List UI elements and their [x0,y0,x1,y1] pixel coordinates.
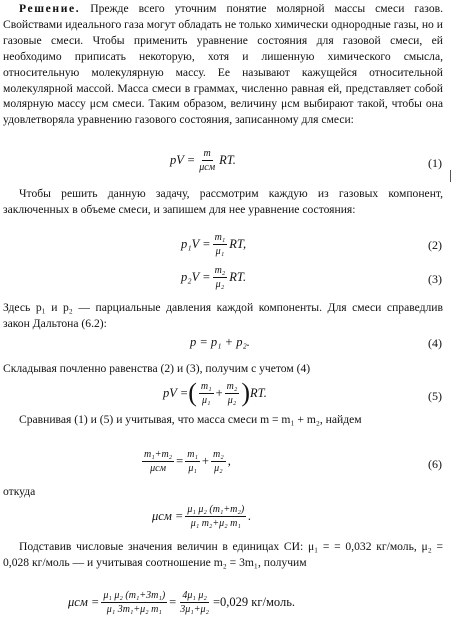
solution-body: Прежде всего уточним понятие молярной массы смеси газов. Свойствами идеального газа могут обладать не только химически однородные газы, но и газовые смеси. Чтобы применить уравнение состояния для газовой смеси, ей необходимо приписать некоторую, хотя и лишенную химического смысла, относительную молекулярную массу. Ее называют кажущейся относительной молекулярной массой. Масса смеси в граммах, численно равная ей, представляет собой молярную массу μсм смеси. Таким образом, величину μсм выбирают такой, чтобы она удовлетворяла уравнению газового состояния, записанному для смеси: [3,2,443,127]
equation-5 [163,380,267,406]
eq6-fraction-1 [185,449,200,474]
eq5-lhs: pV = [163,385,189,400]
eq1-den: μсм [199,162,216,173]
equation-2 [181,232,246,257]
eq5-rhs: RT. [250,385,267,400]
eq8-fraction-2 [178,590,211,615]
eq2-number: (2) [428,238,442,252]
eq3-fraction [213,265,228,290]
eq2-num: m₁ [214,232,226,243]
equation-6 [140,449,231,474]
paragraph-7: Подставив числовые значения величин в единицах СИ: μ₁ = = 0,032 кг/моль, μ₂ = 0,028 кг/моль — и учитывая соотношение m₂ = 3m₁, получим [3,540,443,569]
eq8-lhs: μсм = [68,595,100,609]
eq6-fraction-2 [211,449,226,474]
equation-3 [181,265,246,290]
eq8-den1: μ₁ 3m₁+μ₂ m₁ [106,604,162,615]
margin-mark [450,170,451,182]
eq3-num: m₂ [214,265,226,276]
eq6-end: , [227,454,231,468]
eq2-den: μ₁ [215,246,225,257]
eq6-den2: μ₂ [214,463,223,474]
eq6-equals: = [176,454,184,468]
eq8-num2: 4μ₁ μ₂ [182,590,207,601]
eq4-body: p = p₁ + p₂. [190,335,250,349]
eq6-num2: m₂ [212,449,224,460]
paragraph-3: Здесь p₁ и p₂ — парциальные давления каждой компоненты. Для смеси справедлив закон Дальтона (6.2): [3,301,443,330]
eq8-rhs: =0,029 кг/моль. [212,595,296,609]
eq5-den2: μ₂ [227,394,237,406]
eq3-lhs: p₂V = [181,270,211,284]
paragraph-5: Сравнивая (1) и (5) и учитывая, что масса смеси m = m₁ + m₂, найдем [19,413,362,426]
eq8-fraction-1 [101,590,167,615]
eq8-num1: μ₁ μ₂ (m₁+3m₁) [103,590,166,601]
eq1-num: m [203,148,211,159]
paragraph-2: Чтобы решить данную задачу, рассмотрим каждую из газовых компонент, заключенных в объеме смеси, и запишем для нее уравнение состояния: [3,187,443,216]
eq6-den0: μсм [150,463,166,474]
eq2-fraction [213,232,228,257]
eq6-plus: + [201,454,209,468]
eq7-lhs: μсм = [152,509,184,523]
eq7-den: μ₁ m₂+μ₂ m₁ [190,518,241,529]
eq5-fraction-1 [199,381,214,406]
eq6-num1: m₁ [187,449,198,460]
paragraph-4: Складывая почленно равенства (2) и (3), получим с учетом (4) [3,362,311,375]
eq5-number: (5) [428,389,442,403]
equation-8 [68,590,295,615]
eq2-rhs: RT, [229,237,247,251]
eq8-equals: = [169,595,177,609]
eq3-rhs: RT. [229,270,247,284]
solution-label: Решение. [19,2,81,15]
eq6-den1: μ₁ [188,463,197,474]
eq6-num0: m₁+m₂ [144,449,173,460]
eq1-fraction [197,148,217,173]
eq5-den1: μ₁ [202,394,211,406]
eq3-den: μ₂ [215,279,225,290]
eq5-plus: + [215,385,223,400]
eq6-number: (6) [428,457,442,471]
eq7-fraction [185,504,246,529]
eq5-left-paren: ( [188,378,197,407]
equation-7 [152,504,251,529]
eq5-num2: m₂ [226,380,238,392]
eq2-lhs: p₁V = [181,237,211,251]
eq7-end: . [248,509,252,523]
eq6-fraction-0 [142,449,174,474]
equation-4 [190,335,250,350]
eq7-num: μ₁ μ₂ (m₁+m₂) [187,504,245,515]
eq1-number: (1) [428,156,442,170]
eq4-number: (4) [428,336,442,350]
eq1-rhs: RT. [219,153,236,167]
eq5-right-paren: ) [241,378,251,407]
eq5-fraction-2 [225,381,240,406]
paragraph-6: откуда [3,485,36,498]
eq3-number: (3) [428,272,442,286]
paragraph-solution [3,1,443,128]
eq1-lhs: pV = [170,153,196,167]
equation-1 [170,148,236,173]
eq5-num1: m₁ [200,380,212,392]
eq8-den2: 3μ₁+μ₂ [180,604,209,615]
